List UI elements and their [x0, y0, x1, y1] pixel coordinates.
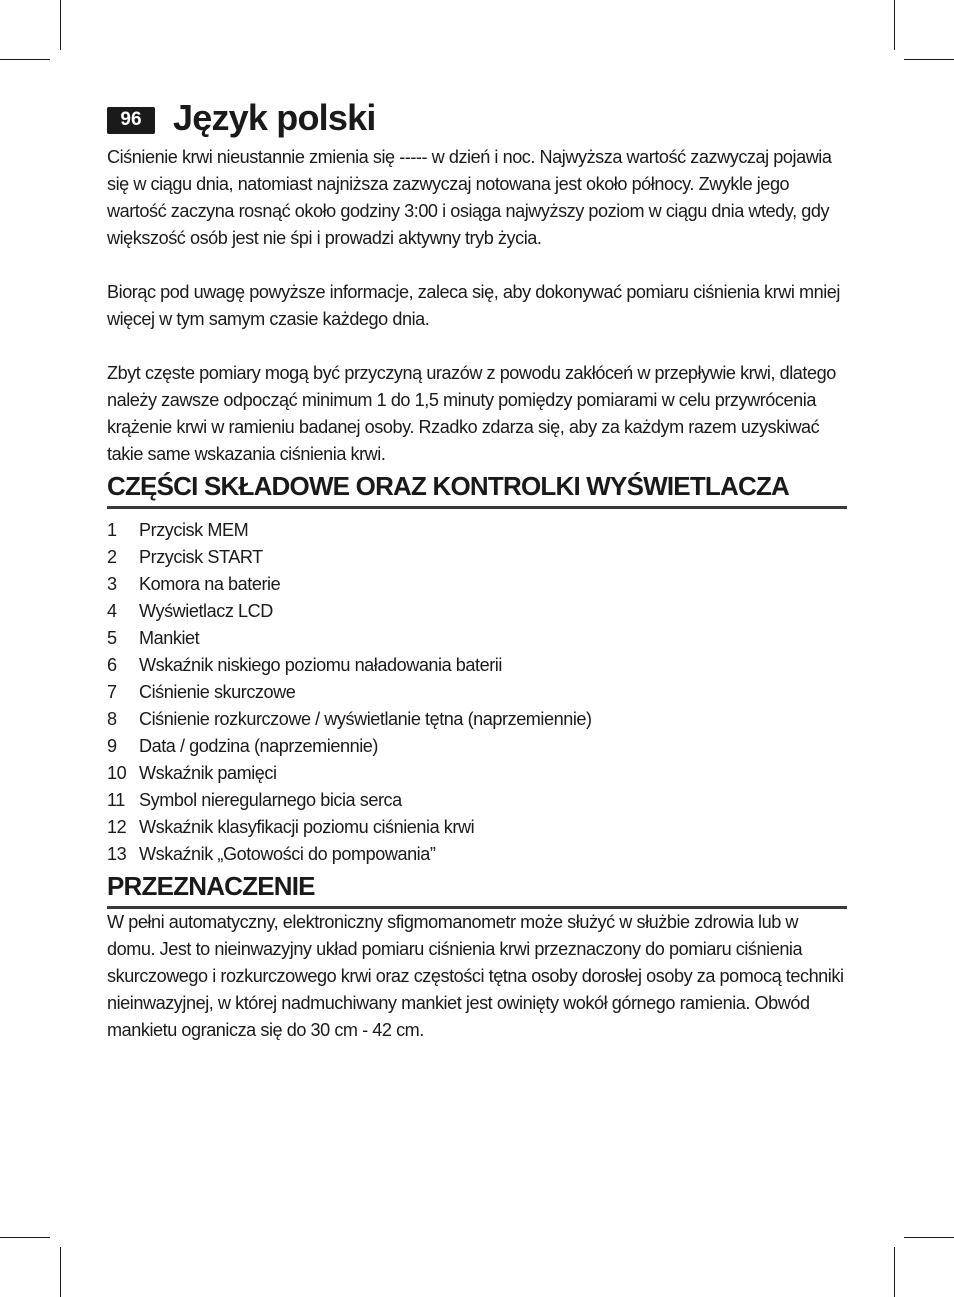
crop-mark — [894, 0, 895, 50]
item-number: 1 — [107, 520, 117, 540]
item-label: Wskaźnik pamięci — [139, 763, 277, 783]
item-label: Wyświetlacz LCD — [139, 601, 273, 621]
list-item — [107, 571, 849, 598]
list-item — [107, 760, 849, 787]
intro-paragraph-2: Biorąc pod uwagę powyższe informacje, zaleca się, aby dokonywać pomiaru ciśnienia krwi mniej więcej w tym samym czasie każdego dnia. — [107, 282, 840, 329]
crop-mark — [60, 0, 61, 50]
list-item — [107, 706, 849, 733]
list-item — [107, 679, 849, 706]
crop-mark — [904, 1237, 954, 1238]
item-number: 10 — [107, 763, 127, 783]
item-number: 12 — [107, 817, 127, 837]
intro-paragraph-1: Ciśnienie krwi nieustannie zmienia się ----- w dzień i noc. Najwyższa wartość zazwyczaj pojawia się w ciągu dnia, natomiast najniższa zazwyczaj notowana jest około północy. Zwykle jego wartość zaczyna rosnąć około godziny 3:00 i osiąga najwyższy poziom w ciągu dnia wtedy, gdy większość osób jest nie śpi i prowadzi aktywny tryb życia. — [107, 147, 832, 248]
item-label: Komora na baterie — [139, 574, 281, 594]
crop-mark — [894, 1247, 895, 1297]
crop-mark — [0, 59, 50, 60]
list-item — [107, 517, 849, 544]
crop-mark — [0, 1237, 50, 1238]
page-header — [107, 96, 376, 140]
components-heading: CZĘŚCI SKŁADOWE ORAZ KONTROLKI WYŚWIETLACZA — [107, 468, 847, 509]
item-label: Ciśnienie skurczowe — [139, 682, 296, 702]
item-label: Data / godzina (naprzemiennie) — [139, 736, 378, 756]
page-number-badge: 96 — [107, 107, 155, 134]
list-item — [107, 814, 849, 841]
item-number: 3 — [107, 574, 117, 594]
intro-paragraph-3: Zbyt częste pomiary mogą być przyczyną urazów z powodu zakłóceń w przepływie krwi, dlatego należy zawsze odpocząć minimum 1 do 1,5 minuty pomiędzy pomiarami w celu przywrócenia krążenie krwi w ramieniu badanej osoby. Rzadko zdarza się, aby za każdym razem uzyskiwać takie same wskazania ciśnienia krwi. — [107, 363, 836, 464]
list-item — [107, 841, 849, 868]
list-item — [107, 625, 849, 652]
list-item — [107, 544, 849, 571]
item-label: Mankiet — [139, 628, 200, 648]
item-number: 9 — [107, 736, 117, 756]
item-number: 2 — [107, 547, 117, 567]
item-label: Przycisk START — [139, 547, 263, 567]
purpose-heading: PRZEZNACZENIE — [107, 868, 847, 909]
crop-mark — [60, 1247, 61, 1297]
item-number: 8 — [107, 709, 117, 729]
item-number: 13 — [107, 844, 127, 864]
list-item — [107, 733, 849, 760]
item-label: Ciśnienie rozkurczowe / wyświetlanie tętna (naprzemiennie) — [139, 709, 592, 729]
item-label: Wskaźnik „Gotowości do pompowania” — [139, 844, 436, 864]
crop-mark — [904, 59, 954, 60]
components-list — [107, 517, 849, 868]
item-label: Wskaźnik klasyfikacji poziomu ciśnienia krwi — [139, 817, 475, 837]
list-item — [107, 652, 849, 679]
item-label: Przycisk MEM — [139, 520, 249, 540]
page-title: Język polski — [173, 97, 376, 138]
item-number: 11 — [107, 790, 125, 810]
item-label: Wskaźnik niskiego poziomu naładowania baterii — [139, 655, 502, 675]
item-number: 6 — [107, 655, 117, 675]
item-number: 5 — [107, 628, 117, 648]
list-item — [107, 787, 849, 814]
page-content — [107, 144, 849, 1044]
item-number: 7 — [107, 682, 117, 702]
purpose-paragraph: W pełni automatyczny, elektroniczny sfigmomanometr może służyć w służbie zdrowia lub w domu. Jest to nieinwazyjny układ pomiaru ciśnienia krwi przeznaczony do pomiaru ciśnienia skurczowego i rozkurczowego krwi oraz częstości tętna osoby dorosłej osoby za pomocą techniki nieinwazyjnej, w której nadmuchiwany mankiet jest owinięty wokół górnego ramienia. Obwód mankietu ogranicza się do 30 cm - 42 cm. — [107, 912, 844, 1040]
item-number: 4 — [107, 601, 117, 621]
item-label: Symbol nieregularnego bicia serca — [139, 790, 402, 810]
list-item — [107, 598, 849, 625]
